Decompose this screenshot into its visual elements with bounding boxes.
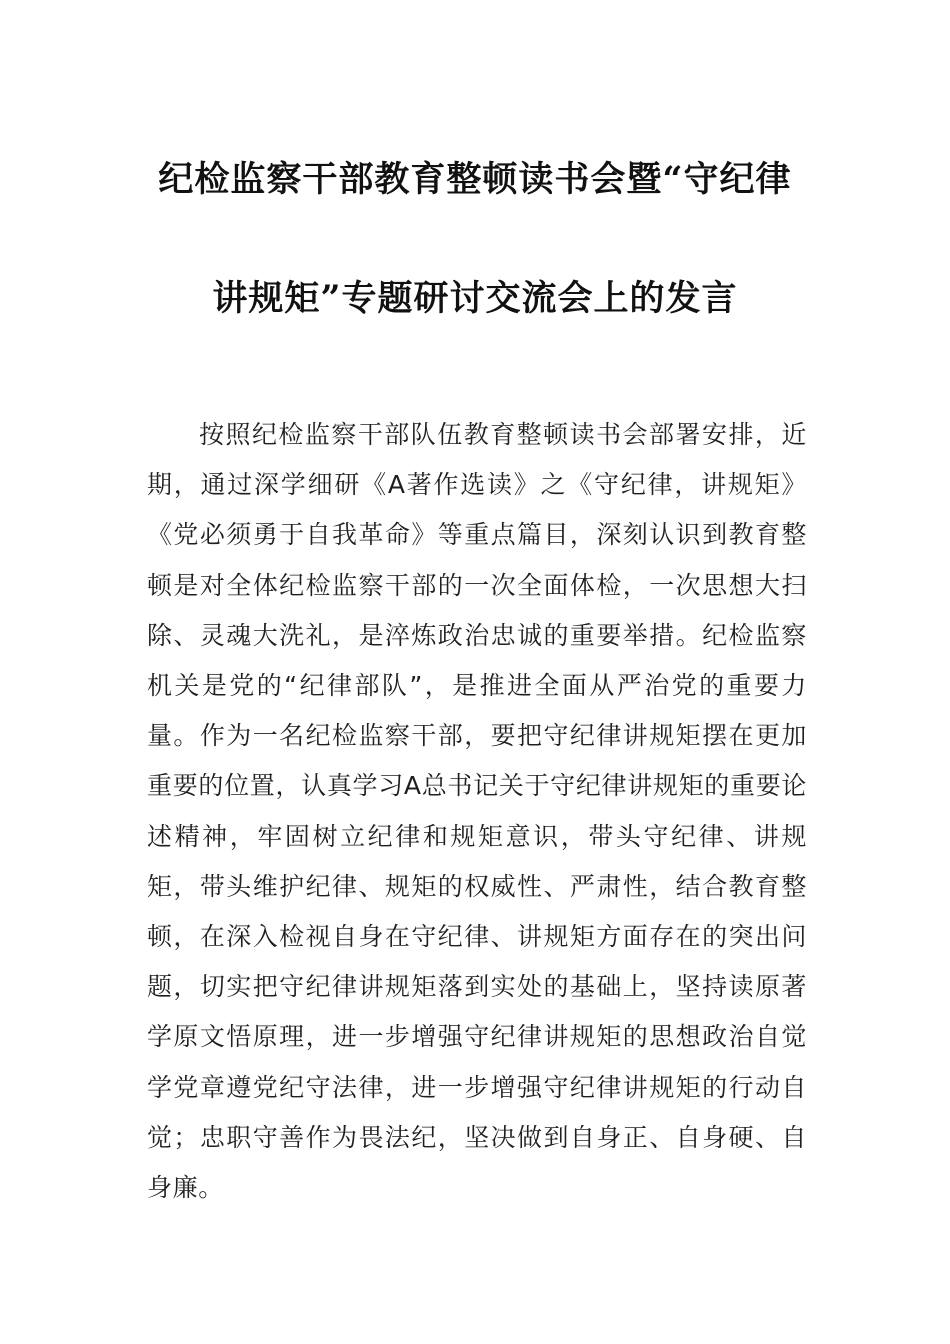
document-title-line-1: 纪检监察干部教育整顿读书会暨“守纪律	[158, 159, 792, 200]
document-title-line-2: 讲规矩”专题研讨交流会上的发言	[212, 278, 738, 319]
body-paragraph: 按照纪检监察干部队伍教育整顿读书会部署安排，近期，通过深学细研《A著作选读》之《守纪律，讲规矩》《党必须勇于自我革命》等重点篇目，深刻认识到教育整顿是对全体纪检监察干部的一次全面体检，一次思想大扫除、灵魂大洗礼，是淬炼政治忠诚的重要举措。纪检监察机关是党的“纪律部队”，是推进全面从严治党的重要力量。作为一名纪检监察干部，要把守纪律讲规矩摆在更加重要的位置，认真学习A总书记关于守纪律讲规矩的重要论述精神，牢固树立纪律和规矩意识，带头守纪律、讲规矩，带头维护纪律、规矩的权威性、严肃性，结合教育整顿，在深入检视自身在守纪律、讲规矩方面存在的突出问题，切实把守纪律讲规矩落到实处的基础上，坚持读原著学原文悟原理，进一步增强守纪律讲规矩的思想政治自觉学党章遵党纪守法律，进一步增强守纪律讲规矩的行动自觉；忠职守善作为畏法纪，坚决做到自身正、自身硬、自身廉。	[147, 420, 807, 1203]
